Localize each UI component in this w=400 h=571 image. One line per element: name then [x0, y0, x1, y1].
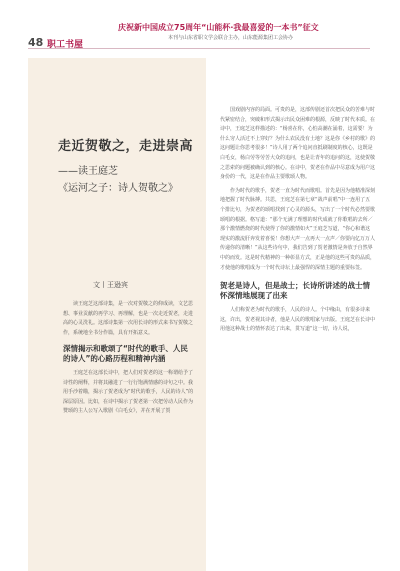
right-paragraph-1: 国戏剧内容的局面。可贵的是，这部传剧还首次把民众的苦难与时代紧密结合，突破和形式揭示出民众困难的根源，反映了时代本质。在诗中，王庭芝这样描述的：“杨喜在你，心怕高潮在涌着，这需要！为什么穷人活过不上穿好？为什么农民没有土地？这是你《乡村的歌》的这问题让你思考很多！”诗人用了两个追问直抵刷制度的核心，这既是白毛女，杨白劳等劳苦大众的追问，也是让青年的追问的这，这使贺敬之思索的问题被确认到的核心。在诗中，贺老在作品中尽意成为用户这身份的一代，这是在作品主要歌颂人物。 [220, 107, 376, 181]
article-subtitle-line2: 《运河之子：诗人贺敬之》 [58, 183, 178, 194]
campaign-subtitle: 本刊与山东省职文学会联合主办，山东能源集团工会协办 [168, 35, 294, 41]
article-heading [58, 135, 208, 196]
right-column-text [220, 106, 375, 339]
left-body-text [63, 300, 195, 422]
author-byline: 文丨王逊宾 [93, 281, 128, 289]
right-subhead: 贺老是诗人，但是战士；长诗所讲述的战士情怀深情地展现了出来 [220, 281, 370, 301]
left-paragraph: 王庭芝在这部长诗中，把人们对贺老的这一称谓给予了诗性的阐释，并将其融进了一行行饱满情感的诗句之中。我用手沙着瞄，揭示了贺老成为“时代的歌手，人民的诗人”的深层原因。比如，在诗中揭示了贺老第一次把劳动人民作为赞颂的主人公写入歌剧《白毛女》，并在开展了贺 [63, 370, 194, 414]
right-paragraph-2: 作为时代的歌手，贺老一直为时代而歌唱。首先是因为他精准深刻地把握了时代脉搏。共思，王庭芝在第七章“战声前唱”中一连用了五个排比句，为贺老的颂唱找到了心灵的源头，写出了一个时代必然要歌颂唱的根据。格写道：“那个无满了理想的时代成就了你歌唱的去所／那个激情燃烧的时代使得了你的激情如火”王庭芝写道，“你心和谐这现实的激流肝奔发着喜悦！你想大声一点再大一点声／你要向亿万万人传递你的清晰！”从这些诗句中，我们告到了贺老激情是奔放于自然界中的而发。这是时代精神的一种彰显方式，正是他的这些可贵的品质，才使他的歌唱成为一个时代诗坛上最强悍的深情主题的重要标签。 [220, 187, 376, 271]
right-paragraph-3: 人们称贺老为时代的歌手，人民的诗人。个中缘由，有很多诗来这，许出，贺老视其诗者，他是人民的歌唱家与出版。王庭芝在长诗中用他这种战士的情怀表达了出来，贯写道“这一切，诗人说， [220, 307, 376, 333]
left-subhead: 深情揭示和歌颂了“时代的歌手、人民的诗人”的心路历程和精神内涵 [63, 344, 188, 363]
intro-paragraph: 读王庭芝这部诗集，是一次对贺敬之的仰成读，文艺思想、事业贡献的再学习、再理解，也是一次走近贺老，走进高的心灵洗礼。这部诗集第一次用长诗的形式来书写贺敬之作，系统地全书分作篇，具有开拓意义。 [63, 301, 194, 336]
article-subtitle-line1: ——读王庭芝 [58, 166, 118, 177]
page-number: 48 [28, 36, 44, 49]
campaign-title: 庆祝新中国成立75周年“山能杯·我最喜爱的一本书”征文 [118, 23, 319, 32]
article-title: 走近贺敬之，走进崇高 [58, 139, 194, 154]
section-title: 职工书屋 [47, 40, 84, 50]
